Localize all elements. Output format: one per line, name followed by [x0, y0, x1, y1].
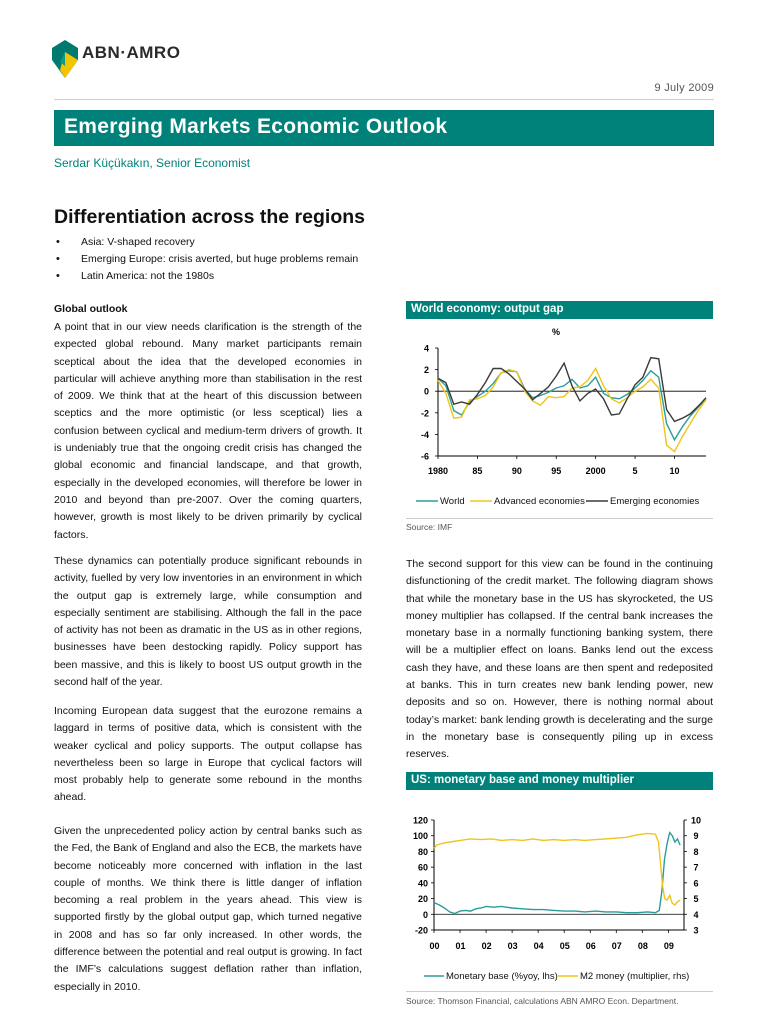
y-tick-label: -2 — [420, 408, 429, 419]
chart2-title: US: monetary base and money multiplier — [411, 774, 635, 786]
x-tick-label: 02 — [481, 941, 492, 951]
right-y-tick-label: 7 — [693, 862, 699, 873]
left-y-tick-label: 20 — [417, 894, 428, 905]
left-y-tick-label: 120 — [412, 815, 428, 826]
legend-label: World — [440, 496, 465, 507]
summary-bullets — [54, 234, 358, 285]
legend-label: Monetary base (%yoy, lhs) — [446, 971, 558, 982]
shield-logo-icon — [52, 40, 78, 78]
paragraph-text: Given the unprecedented policy action by central banks such as the Fed, the Bank of England and also the ECB, the markets have become noticeably more concerned with inflation in the last couple of months. We think there is little danger of inflation becoming a real problem in the years ahead. This view is supported firstly by the global output gap, which turned negative in 2008 and has so far only increased. In other words, the difference between the potential and real output is growing. In fact the IMF’s calculations suggest deflation rather than inflation, especially in 2010. — [54, 825, 362, 993]
chart2-header — [406, 772, 713, 790]
series-line-0 — [434, 833, 680, 914]
left-y-tick-label: 40 — [417, 878, 428, 889]
left-y-tick-label: 0 — [422, 909, 428, 920]
legend-label: Advanced economies — [494, 496, 585, 507]
bullet-item: • Latin America: not the 1980s — [54, 268, 358, 285]
paragraph-text: These dynamics can potentially produce significant rebounds in activity, fuelled by very low inventories in an environment in which the output gap is extremely large, while consumption and especially sentiment are stabilising. Although the fall in the pace of activity has not been as dramatic in the US as in other regions, businesses have been destocking rapidly. Policy support has been massive, and this is likely to boost US output growth in the second half of the year. — [54, 555, 362, 689]
x-tick-label: 1980 — [427, 466, 449, 476]
right-y-tick-label: 10 — [690, 815, 702, 826]
right-y-tick-label: 8 — [693, 846, 699, 857]
chart2-source: Source: Thomson Financial, calculations ABN AMRO Econ. Department. — [406, 996, 679, 1006]
chart1-header — [406, 301, 713, 319]
y-unit-label: % — [551, 327, 561, 337]
paragraph-text: Incoming European data suggest that the eurozone remains a laggard in terms of positive data, which is consistent with the weaker cyclical and policy supports. The output collapse has nevertheless been so large in Europe that cyclical factors will most probably help to generate some rebound in the months ahead. — [54, 705, 362, 804]
x-tick-label: 05 — [559, 941, 570, 951]
left-y-tick-label: 100 — [412, 831, 428, 842]
paragraph-text: A point that in our view needs clarification is the strength of the expected global rebound. Many market participants remain sceptical about the idea that the developed economies in particular will achieve anything more than stabilisation in the rest of 2009. We think that at the heart of this discussion between sceptics and the more optimistic (or less sceptical) lies a confusion between cyclical and medium-term drivers of growth. It is undeniably true that the ongoing credit crisis has changed the global economic and financial landscape, and that growth, especially in the developed economies, will therefore be lower in 2010 and beyond than pre-2007. Over the coming quarters, however, growth is most likely to be driven primarily by cyclical factors. — [54, 321, 362, 541]
x-tick-label: 04 — [533, 941, 544, 951]
y-tick-label: 0 — [423, 386, 429, 397]
chart1-source: Source: IMF — [406, 522, 453, 532]
paragraph — [406, 556, 713, 764]
x-tick-label: 85 — [472, 466, 483, 476]
title-banner — [54, 110, 714, 146]
brand-name: ABN·AMRO — [82, 43, 181, 62]
y-tick-label: -6 — [420, 451, 429, 462]
x-tick-label: 90 — [511, 466, 522, 476]
section-subtitle: Differentiation across the regions — [54, 206, 365, 228]
global-outlook-heading: Global outlook — [54, 303, 128, 315]
y-tick-label: -4 — [420, 429, 429, 440]
paragraph — [54, 319, 362, 544]
series-line-1 — [438, 369, 706, 452]
paragraph — [54, 703, 362, 807]
x-tick-label: 10 — [669, 466, 680, 476]
x-tick-label: 5 — [632, 466, 638, 476]
x-tick-label: 08 — [637, 941, 648, 951]
x-tick-label: 06 — [585, 941, 596, 951]
header-divider — [54, 99, 714, 100]
right-y-tick-label: 3 — [693, 925, 699, 936]
legend-label: Emerging economies — [610, 496, 700, 507]
x-tick-label: 07 — [611, 941, 622, 951]
monetary-base-chart — [406, 810, 713, 990]
x-tick-label: 95 — [551, 466, 562, 476]
series-line-1 — [434, 833, 680, 905]
left-y-tick-label: 60 — [417, 862, 428, 873]
source-divider — [406, 518, 713, 519]
abn-amro-logo — [52, 40, 212, 84]
y-tick-label: 2 — [423, 365, 429, 376]
legend-label: M2 money (multiplier, rhs) — [580, 971, 690, 982]
left-y-tick-label: -20 — [414, 925, 428, 936]
right-y-tick-label: 9 — [693, 831, 699, 842]
paragraph-text: The second support for this view can be found in the continuing disfunctioning of the credit market. The following diagram shows that while the monetary base in the US has skyrocketed, the US money multiplier has collapsed. If the central bank increases the monetary base in a normally functioning banking system, there will be a multiplier effect on loans. Banks lend out the excess cash they have, and these loans are then spent and redeposited at banks. This in turn creates new bank lending power, new deposits and so on. However, there is nothing normal about today’s market: bank lending growth is decelerating and the surge in the monetary base is consequently piling up in excess reserves. — [406, 558, 713, 761]
publication-date: 9 July 2009 — [654, 82, 714, 94]
paragraph — [54, 553, 362, 691]
x-tick-label: 01 — [455, 941, 466, 951]
right-y-tick-label: 4 — [693, 909, 699, 920]
y-tick-label: 4 — [423, 343, 429, 354]
page-title: Emerging Markets Economic Outlook — [64, 115, 448, 138]
x-tick-label: 2000 — [585, 466, 606, 476]
right-y-tick-label: 5 — [693, 894, 699, 905]
bullet-item: • Asia: V-shaped recovery — [54, 234, 358, 251]
x-tick-label: 09 — [663, 941, 674, 951]
left-y-tick-label: 80 — [417, 846, 428, 857]
x-tick-label: 03 — [507, 941, 518, 951]
x-tick-label: 00 — [429, 941, 440, 951]
paragraph — [54, 823, 362, 996]
chart1-title: World economy: output gap — [411, 303, 564, 315]
output-gap-chart — [406, 321, 713, 519]
bullet-item: • Emerging Europe: crisis averted, but huge problems remain — [54, 251, 358, 268]
series-line-2 — [438, 358, 706, 422]
source-divider — [406, 991, 713, 992]
author-line: Serdar Küçükakın, Senior Economist — [54, 156, 251, 170]
right-y-tick-label: 6 — [693, 878, 699, 889]
